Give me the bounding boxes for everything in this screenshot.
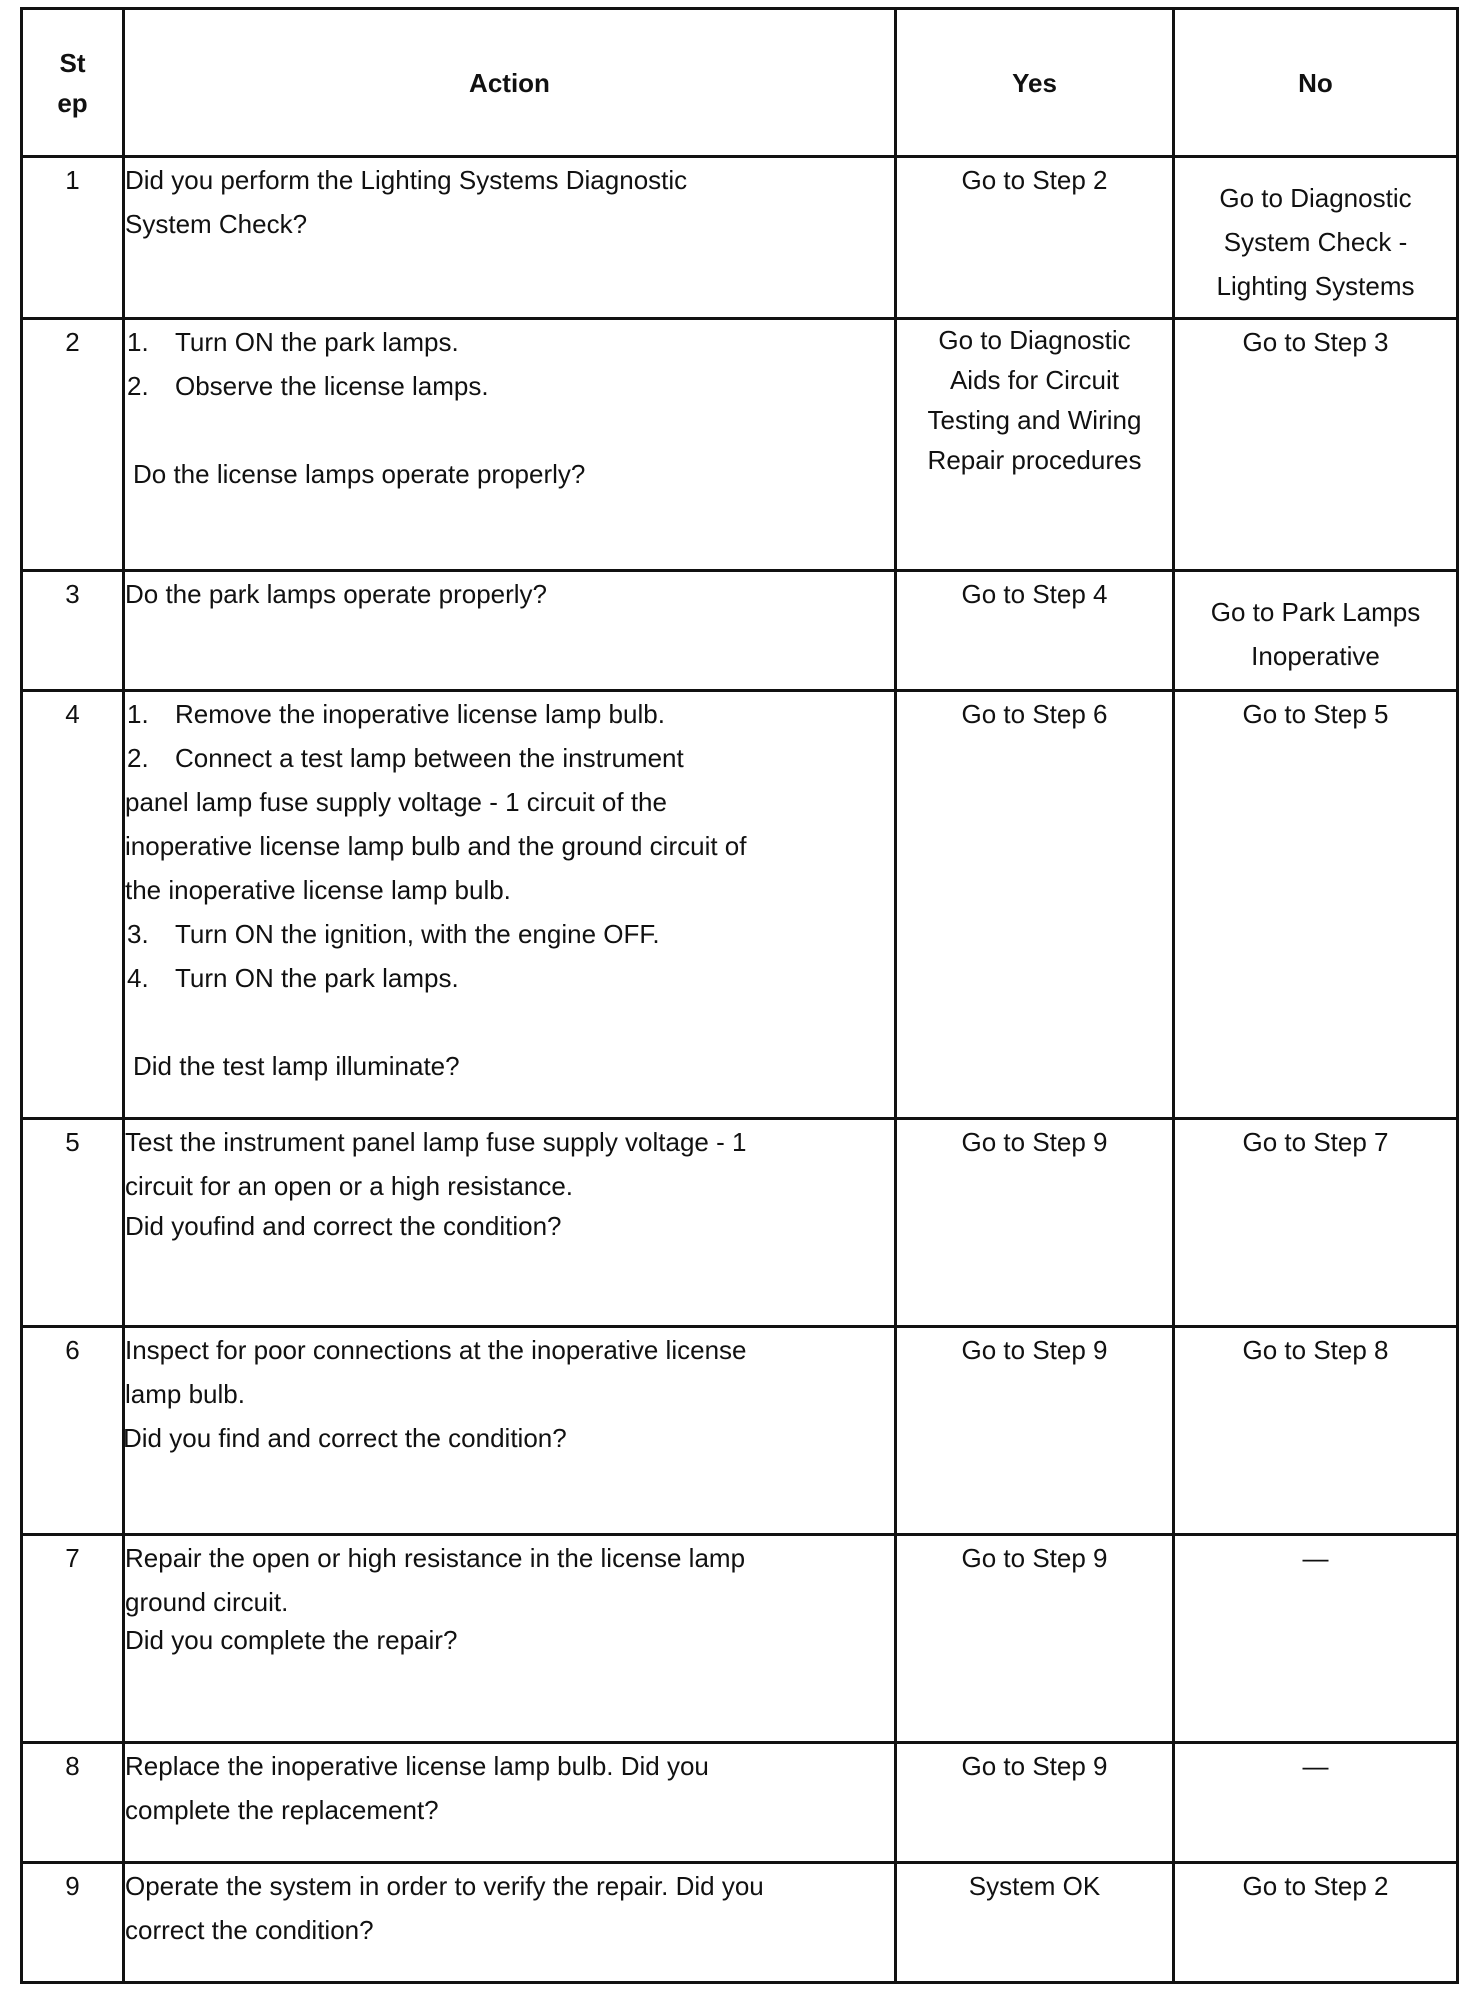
action-cell — [124, 157, 896, 319]
no-cell: — — [1174, 1743, 1458, 1863]
header-no: No — [1174, 9, 1458, 157]
no-line: System Check - — [1223, 227, 1408, 257]
action-cell — [124, 319, 896, 571]
action-line: circuit for an open or a high resistance. — [125, 1171, 574, 1201]
diagnostic-table — [20, 7, 1459, 1984]
action-line: ground circuit. — [125, 1587, 289, 1617]
action-line: Do the park lamps operate properly? — [125, 579, 548, 609]
yes-line: Repair procedures — [927, 445, 1142, 475]
step-number: 9 — [22, 1863, 124, 1983]
action-line: Replace the inoperative license lamp bulb. Did you — [125, 1751, 709, 1781]
action-steps — [125, 692, 894, 1000]
action-step: 1. Remove the inoperative license lamp bulb. — [127, 699, 665, 729]
step-number: 4 — [22, 691, 124, 1119]
yes-cell: Go to Step 9 — [896, 1327, 1174, 1535]
action-line: correct the condition? — [125, 1915, 374, 1945]
yes-cell: System OK — [896, 1863, 1174, 1983]
table-header-row — [22, 9, 1458, 157]
yes-cell: Go to Step 2 — [896, 157, 1174, 319]
action-cell — [124, 571, 896, 691]
action-line: lamp bulb. — [125, 1379, 245, 1409]
no-cell: Go to Step 2 — [1174, 1863, 1458, 1983]
action-question: Did the test lamp illuminate? — [133, 1051, 460, 1081]
step-number: 6 — [22, 1327, 124, 1535]
table-row — [22, 1863, 1458, 1983]
action-line: Did you complete the repair? — [125, 1625, 458, 1655]
action-cell — [124, 1743, 896, 1863]
no-cell — [1174, 157, 1458, 319]
header-action: Action — [124, 9, 896, 157]
no-line: Lighting Systems — [1216, 271, 1415, 301]
step-number: 7 — [22, 1535, 124, 1743]
action-step: 1. Turn ON the park lamps. — [127, 327, 459, 357]
step-number: 3 — [22, 571, 124, 691]
yes-cell — [896, 319, 1174, 571]
no-line: Go to Diagnostic — [1219, 183, 1412, 213]
action-line: Operate the system in order to verify the repair. Did you — [125, 1871, 764, 1901]
yes-cell: Go to Step 6 — [896, 691, 1174, 1119]
table-row — [22, 571, 1458, 691]
diagnostic-table-page — [20, 7, 1456, 1984]
action-step-continued: panel lamp fuse supply voltage - 1 circuit of the — [125, 787, 667, 817]
header-step-line2: ep — [57, 87, 88, 118]
action-line: complete the replacement? — [125, 1795, 439, 1825]
yes-cell: Go to Step 4 — [896, 571, 1174, 691]
step-number: 5 — [22, 1119, 124, 1327]
no-cell: Go to Step 3 — [1174, 319, 1458, 571]
table-row — [22, 1327, 1458, 1535]
table-row — [22, 691, 1458, 1119]
table-row — [22, 157, 1458, 319]
action-question: Do the license lamps operate properly? — [133, 459, 586, 489]
yes-cell: Go to Step 9 — [896, 1119, 1174, 1327]
yes-cell: Go to Step 9 — [896, 1535, 1174, 1743]
header-step-line1: St — [59, 47, 86, 78]
action-line: Did youfind and correct the condition? — [125, 1211, 562, 1241]
action-step: 3. Turn ON the ignition, with the engine OFF. — [127, 919, 660, 949]
action-line: Test the instrument panel lamp fuse supply voltage - 1 — [125, 1127, 747, 1157]
step-number: 2 — [22, 319, 124, 571]
header-step — [22, 9, 124, 157]
no-line: Inoperative — [1251, 641, 1380, 671]
action-step: 4. Turn ON the park lamps. — [127, 963, 459, 993]
action-step: 2. Observe the license lamps. — [127, 371, 489, 401]
no-cell: Go to Step 5 — [1174, 691, 1458, 1119]
step-number: 1 — [22, 157, 124, 319]
no-cell — [1174, 571, 1458, 691]
action-steps — [125, 320, 894, 408]
action-line: System Check? — [125, 209, 308, 239]
action-cell — [124, 1535, 896, 1743]
no-line: Go to Park Lamps — [1210, 597, 1421, 627]
action-cell — [124, 1327, 896, 1535]
table-row — [22, 1743, 1458, 1863]
step-number: 8 — [22, 1743, 124, 1863]
action-line: Inspect for poor connections at the inoperative license — [125, 1335, 747, 1365]
table-row — [22, 1119, 1458, 1327]
no-cell: — — [1174, 1535, 1458, 1743]
action-line: Repair the open or high resistance in the license lamp — [125, 1543, 746, 1573]
table-row — [22, 319, 1458, 571]
yes-line: Testing and Wiring — [927, 405, 1142, 435]
action-line: Did you perform the Lighting Systems Diagnostic — [125, 165, 688, 195]
action-step: 2. Connect a test lamp between the instrument — [127, 743, 684, 773]
header-yes: Yes — [896, 9, 1174, 157]
action-step-continued: inoperative license lamp bulb and the ground circuit of — [125, 831, 747, 861]
table-row — [22, 1535, 1458, 1743]
action-cell — [124, 691, 896, 1119]
yes-line: Go to Diagnostic — [938, 325, 1131, 355]
no-cell: Go to Step 8 — [1174, 1327, 1458, 1535]
action-cell — [124, 1119, 896, 1327]
no-cell: Go to Step 7 — [1174, 1119, 1458, 1327]
yes-cell: Go to Step 9 — [896, 1743, 1174, 1863]
action-step-continued: the inoperative license lamp bulb. — [125, 875, 511, 905]
action-line: Did you find and correct the condition? — [123, 1423, 567, 1453]
action-cell — [124, 1863, 896, 1983]
yes-line: Aids for Circuit — [949, 365, 1120, 395]
